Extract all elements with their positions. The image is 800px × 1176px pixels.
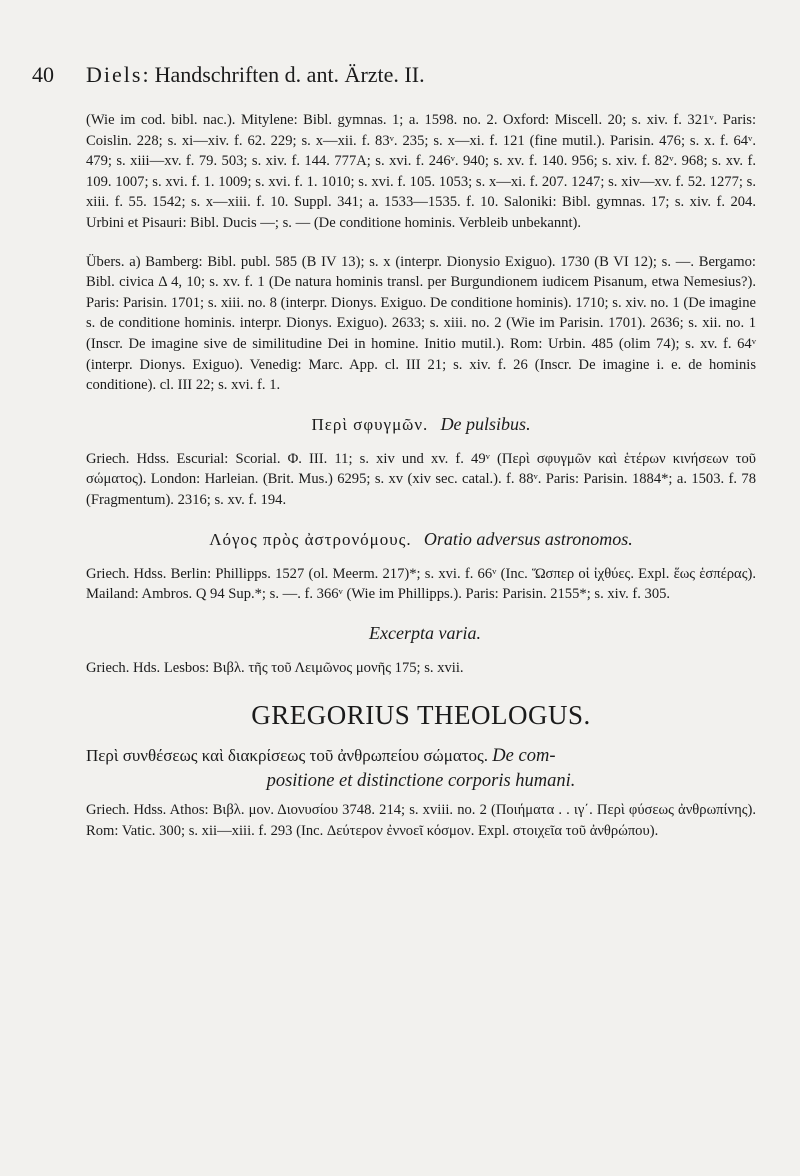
running-head: [32, 62, 756, 88]
section-title-de-pulsibus: [86, 414, 756, 435]
section-title-de-compositione: [86, 743, 756, 794]
page-number: 40: [32, 62, 54, 87]
greek-title: Περὶ σφυγμῶν.: [311, 414, 429, 434]
latin-title-part2: positione et distinctione corporis humani.: [266, 771, 576, 792]
running-head-author: Diels:: [86, 62, 151, 87]
manuscript-list-continuation: (Wie im cod. bibl. nac.). Mitylene: Bibl. gymnas. 1; a. 1598. no. 2. Oxford: Miscell. 20; s. xiv. f. 321ᵛ. Paris: Coislin. 228; s. xi—xiv. f. 62. 229; s. x—xii. f. 83ᵛ. 235; s. x—xi. f. 121 (fine mutil.). Parisin. 476; s. x. f. 64ᵛ. 479; s. xiii—xv. f. 79. 503; s. xiv. f. 144. 777A; s. xvi. f. 246ᵛ. 940; s. xv. f. 140. 956; s. xiv. f. 82ᵛ. 968; s. xv. f. 109. 1007; s. xvi. f. 1. 1009; s. xvi. f. 1. 1010; s. xvi. f. 105. 1053; s. x—xi. f. 207. 1247; s. xiv—xv. f. 52. 1277; s. xiii. f. 55. 1542; s. x—xiii. f. 10. Suppl. 341; a. 1533—1535. f. 10. Saloniki: Bibl. gymnas. 17; s. xiv. f. 204. Urbini et Pisauri: Bibl. Ducis —; s. — (De conditione hominis. Verbleib unbekannt).: [86, 112, 756, 231]
manuscripts-excerpta: Griech. Hds. Lesbos: Βιβλ. τῆς τοῦ Λειμῶνος μονῆς 175; s. xvii.: [86, 659, 464, 676]
greek-title: Περὶ συνθέσεως καὶ διακρίσεως τοῦ ἀνθρωπείου σώματος.: [86, 746, 489, 766]
manuscripts-de-pulsibus: Griech. Hdss. Escurial: Scorial. Φ. III. 11; s. xiv und xv. f. 49ᵛ (Περὶ σφυγμῶν καὶ ἑτέρων κινήσεων τοῦ σώματος). London: Harleian. (Brit. Mus.) 6295; s. xv (xiv sec. catal.). f. 88ᵛ. Paris: Parisin. 1884*; a. 1503. f. 78 (Fragmentum). 2316; s. xv. f. 194.: [86, 450, 756, 508]
latin-title: De pulsibus.: [440, 413, 531, 434]
greek-title: Λόγος πρὸς ἀστρονόμους.: [209, 529, 412, 549]
manuscripts-astronomos: Griech. Hdss. Berlin: Phillipps. 1527 (ol. Meerm. 217)*; s. xvi. f. 66ᵛ (Inc. Ὥσπερ οἱ ἰχθύες. Expl. ἕως ἑσπέρας). Mailand: Ambros. Q 94 Sup.*; s. —. f. 366ᵛ (Wie im Phillipps.). Paris: Parisin. 2155*; s. xiv. f. 305.: [86, 565, 756, 603]
manuscripts-de-compositione: Griech. Hdss. Athos: Βιβλ. μον. Διονυσίου 3748. 214; s. xviii. no. 2 (Ποιήματα . . ιγ΄. Περὶ φύσεως ἀνθρωπίνης). Rom: Vatic. 300; s. xii—xiii. f. 293 (Inc. Δεύτερον ἐννοεῖ κόσμον. Expl. στοιχεῖα τοῦ ἀνθρώπου).: [86, 802, 756, 839]
section-title-astronomos: [86, 529, 756, 550]
author-heading: GREGORIUS THEOLOGUS.: [251, 700, 591, 731]
section-title-excerpta: [86, 623, 756, 644]
running-head-title: Handschriften d. ant. Ärzte. II.: [154, 62, 425, 87]
latin-title-part1: De com-: [492, 746, 556, 767]
latin-title: Excerpta varia.: [369, 622, 481, 643]
translations-list: Übers. a) Bamberg: Bibl. publ. 585 (B IV 13); s. x (interpr. Dionysio Exiguo). 1730 (B VI 12); s. —. Bergamo: Bibl. civica Δ 4, 10; s. xv. f. 1 (De natura hominis transl. per Burgundionem iudicem Pisanum, etwa Nemesius?). Paris: Parisin. 1701; s. xiii. no. 8 (interpr. Dionys. Exiguo. De conditione hominis). 1710; s. xiv. no. 1 (De imagine s. de conditione hominis. interpr. Dionys. Exiguo). 2633; s. xiii. no. 2 (Wie im Parisin. 1701). 2636; s. xii. no. 1 (Inscr. De imagine sive de similitudine Dei in homine. Initio mutil.). Rom: Urbin. 485 (olim 74); s. xv. f. 64ᵛ (interpr. Dionys. Exiguo). Venedig: Marc. App. cl. III 21; s. xiv. f. 26 (Inscr. De imagine i. e. de hominis conditione). cl. III 22; s. xvi. f. 1.: [86, 253, 756, 394]
latin-title: Oratio adversus astronomos.: [423, 528, 633, 549]
